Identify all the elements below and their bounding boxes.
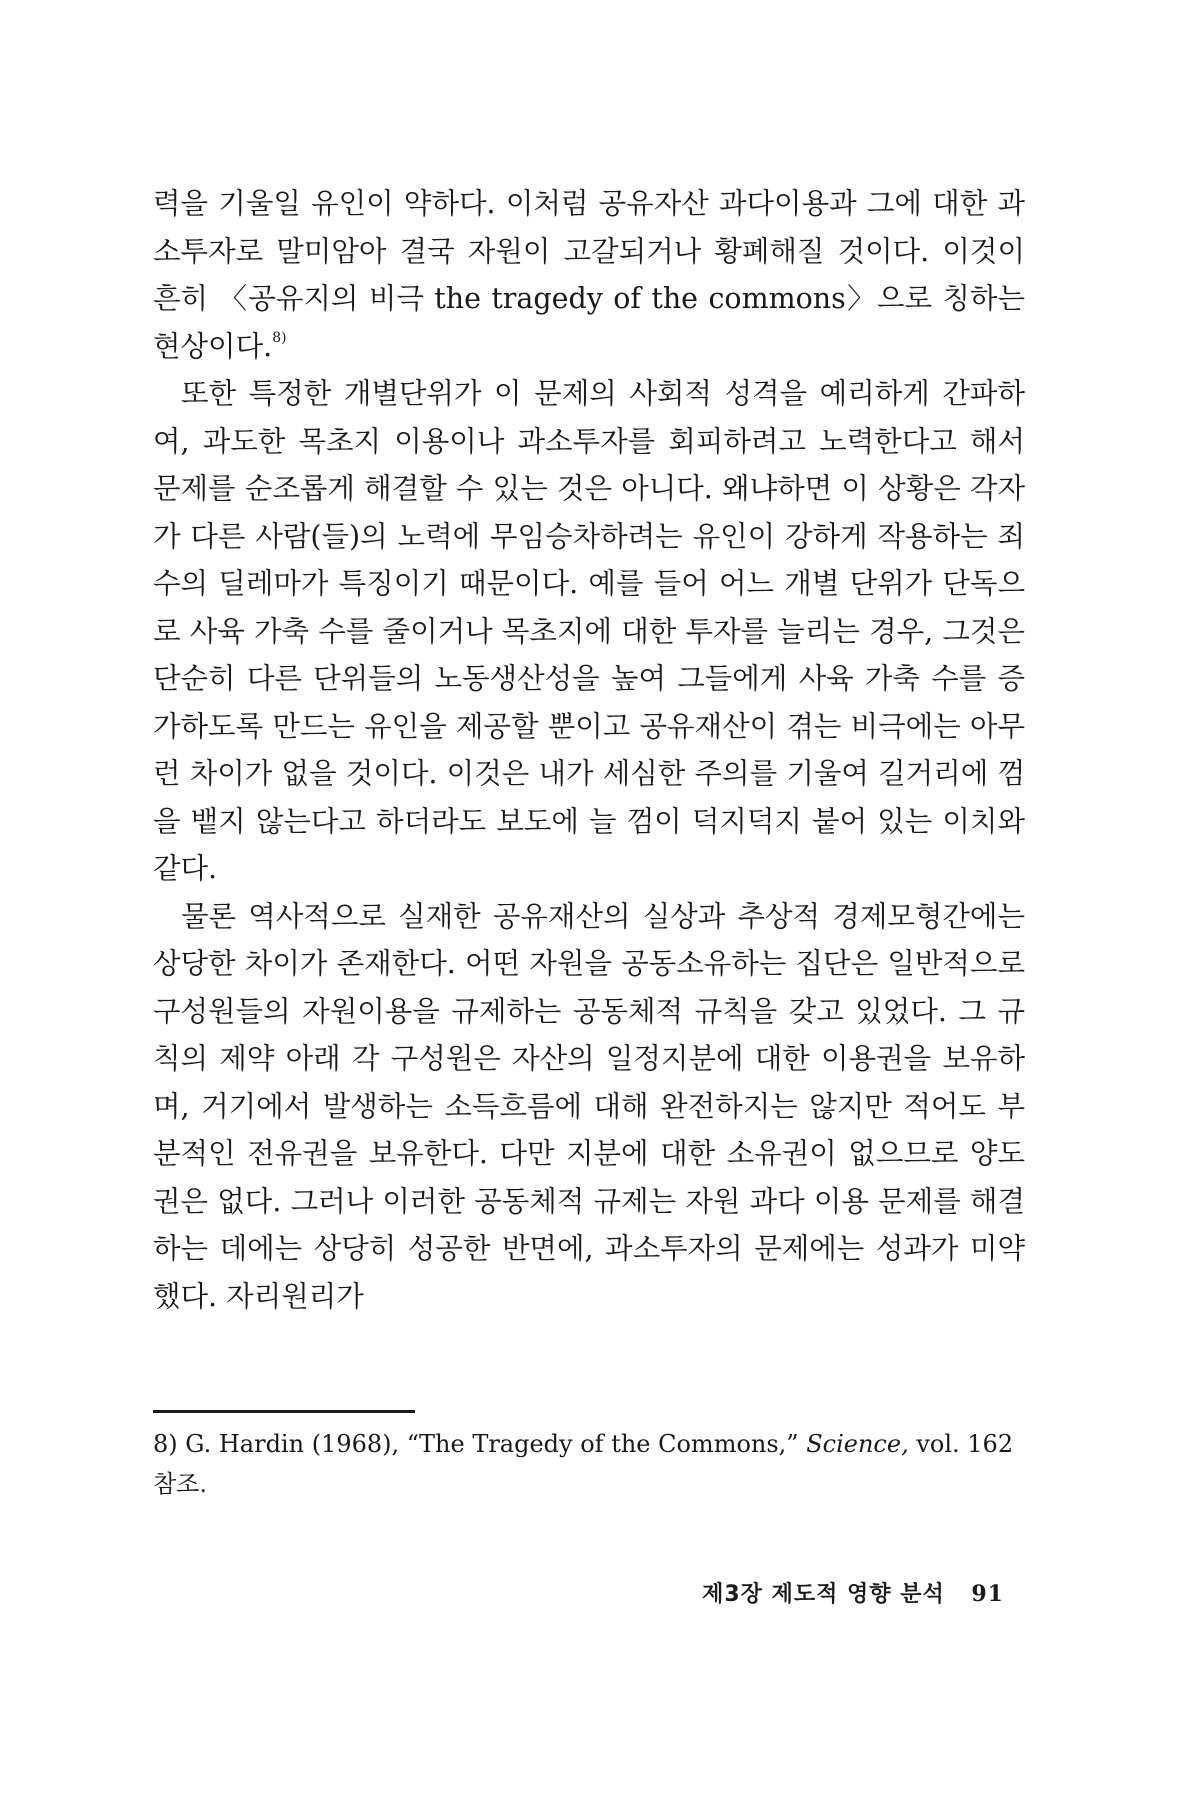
footnote bbox=[153, 1424, 1025, 1504]
paragraph-1 bbox=[153, 180, 1025, 370]
chapter-title: 제도적 영향 분석 bbox=[771, 1582, 945, 1607]
body-text bbox=[153, 180, 1025, 1320]
footnote-number: 8) bbox=[153, 1430, 178, 1458]
footnote-text bbox=[153, 1430, 1013, 1498]
footnote-reference: 8) bbox=[272, 329, 287, 346]
paragraph-3: 물론 역사적으로 실재한 공유재산의 실상과 추상적 경제모형간에는 상당한 차이가 존재한다. 어떤 자원을 공동소유하는 집단은 일반적으로 구성원들의 자원이용을 규제하는 공동체적 규칙을 갖고 있었다. 그 규칙의 제약 아래 각 구성원은 자산의 일정지분에 대한 이용권을 보유하며, 거기에서 발생하는 소득흐름에 대해 완전하지는 않지만 적어도 부분적인 전유권을 보유한다. 다만 지분에 대한 소유권이 없으므로 양도권은 없다. 그러나 이러한 공동체적 규제는 자원 과다 이용 문제를 해결하는 데에는 상당히 성공한 반면에, 과소투자의 문제에는 성과가 미약했다. 자리원리가 bbox=[153, 899, 1025, 1313]
running-footer bbox=[702, 1577, 1004, 1608]
chapter-label: 제3장 bbox=[702, 1582, 763, 1607]
footnote-text-before: G. Hardin (1968), “The Tragedy of the Commons,” bbox=[185, 1430, 807, 1458]
footnote-journal: Science, bbox=[806, 1430, 909, 1458]
paragraph-2: 또한 특정한 개별단위가 이 문제의 사회적 성격을 예리하게 간파하여, 과도한 목초지 이용이나 과소투자를 회피하려고 노력한다고 해서 문제를 순조롭게 해결할 수 있는 것은 아니다. 왜냐하면 이 상황은 각자가 다른 사람(들)의 노력에 무임승차하려는 유인이 강하게 작용하는 죄수의 딜레마가 특징이기 때문이다. 예를 들어 어느 개별 단위가 단독으로 사육 가축 수를 줄이거나 목초지에 대한 투자를 늘리는 경우, 그것은 단순히 다른 단위들의 노동생산성을 높여 그들에게 사육 가축 수를 증가하도록 만드는 유인을 제공할 뿐이고 공유재산이 겪는 비극에는 아무런 차이가 없을 것이다. 이것은 내가 세심한 주의를 기울여 길거리에 껌을 뱉지 않는다고 하더라도 보도에 늘 껌이 덕지덕지 붙어 있는 이치와 같다. bbox=[153, 377, 1025, 885]
paragraph-1-text: 력을 기울일 유인이 약하다. 이처럼 공유자산 과다이용과 그에 대한 과소투자로 말미암아 결국 자원이 고갈되거나 황폐해질 것이다. 이것이 흔히 〈공유지의 비극 the tragedy of the commons〉으로 칭하는 현상이다. bbox=[153, 187, 1025, 363]
footnote-divider bbox=[153, 1410, 415, 1413]
footnote-text-after: vol. 162 참조. bbox=[153, 1430, 1014, 1498]
page-number: 91 bbox=[971, 1581, 1004, 1607]
